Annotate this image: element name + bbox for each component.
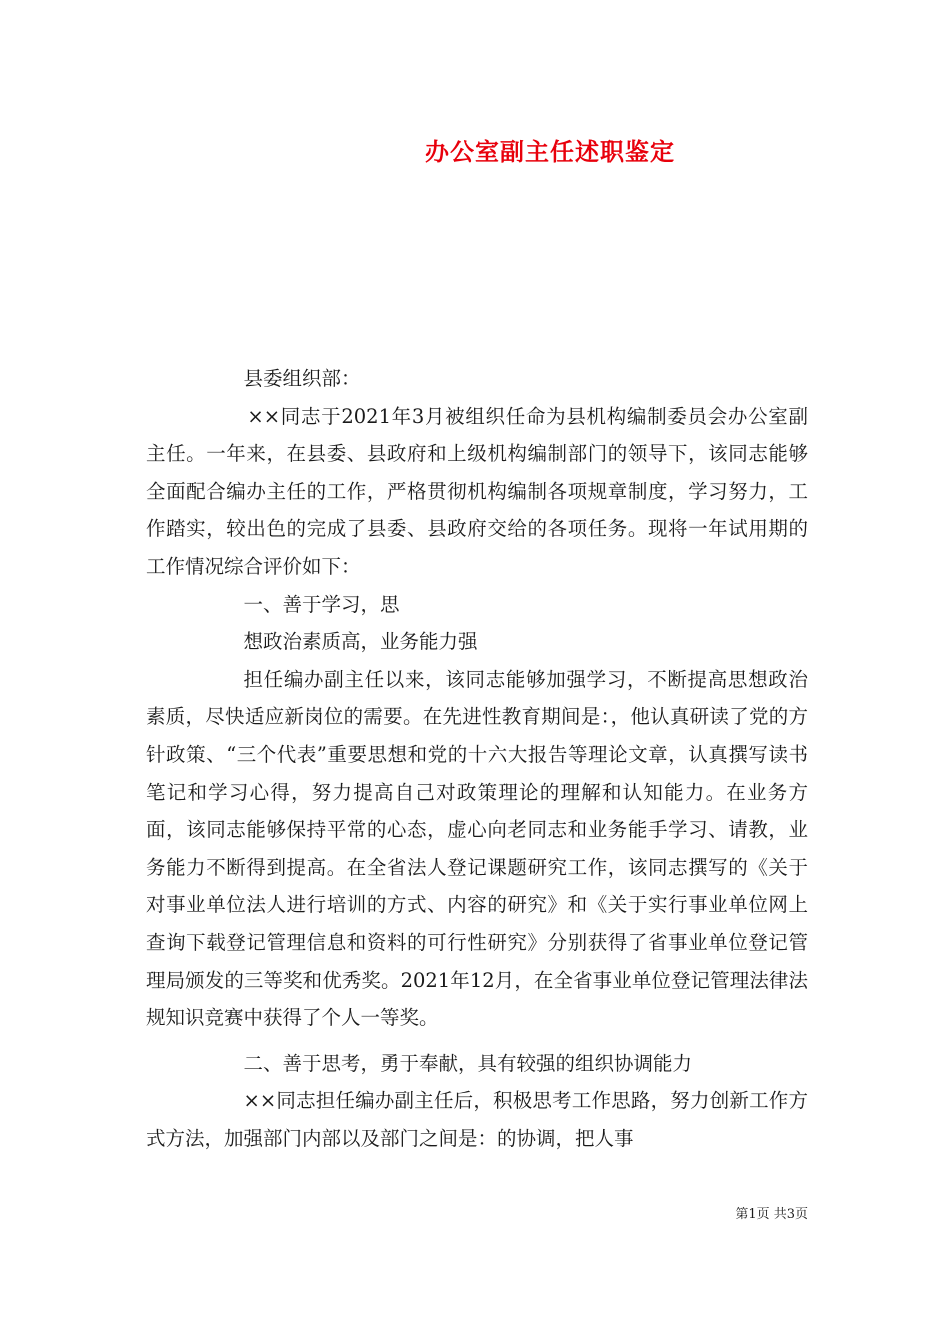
paragraph-coordination: ××同志担任编办副主任后，积极思考工作思路，努力创新工作方式方法，加强部门内部以及部门之间是：的协调，把人事: [146, 1089, 808, 1150]
page-number: 第1页 共3页: [735, 1207, 808, 1222]
section-heading-1a: 一、善于学习，思: [243, 592, 400, 616]
paragraph-study: 担任编办副主任以来，该同志能够加强学习，不断提高思想政治素质，尽快适应新岗位的需要。在先进性教育期间是：，他认真研读了党的方针政策、“三个代表”重要思想和党的十六大报告等理论文章，认真撰写读书笔记和学习心得，努力提高自己对政策理论的理解和认知能力。在业务方面，该同志能够保持平常的心态，虚心向老同志和业务能手学习、请教，业务能力不断得到提高。在全省法人登记课题研究工作，该同志撰写的《关于对事业单位法人进行培训的方式、内容的研究》和《关于实行事业单位网上查询下载登记管理信息和资料的可行性研究》分别获得了省事业单位登记管理局颁发的三等奖和优秀奖。2021年12月，在全省事业单位登记管理法律法规知识竞赛中获得了个人一等奖。: [146, 667, 808, 1030]
document-title: 办公室副主任述职鉴定: [425, 137, 675, 166]
section-heading-2: 二、善于思考，勇于奉献，具有较强的组织协调能力: [243, 1051, 693, 1075]
paragraph-intro: ××同志于2021年3月被组织任命为县机构编制委员会办公室副主任。一年来，在县委、县政府和上级机构编制部门的领导下，该同志能够全面配合编办主任的工作，严格贯彻机构编制各项规章制度，学习努力，工作踏实，较出色的完成了县委、县政府交给的各项任务。现将一年试用期的工作情况综合评价如下：: [146, 404, 808, 578]
salutation: 县委组织部：: [243, 367, 361, 390]
section-heading-1b: 想政治素质高，业务能力强: [243, 630, 478, 654]
document-body: [146, 360, 808, 1157]
